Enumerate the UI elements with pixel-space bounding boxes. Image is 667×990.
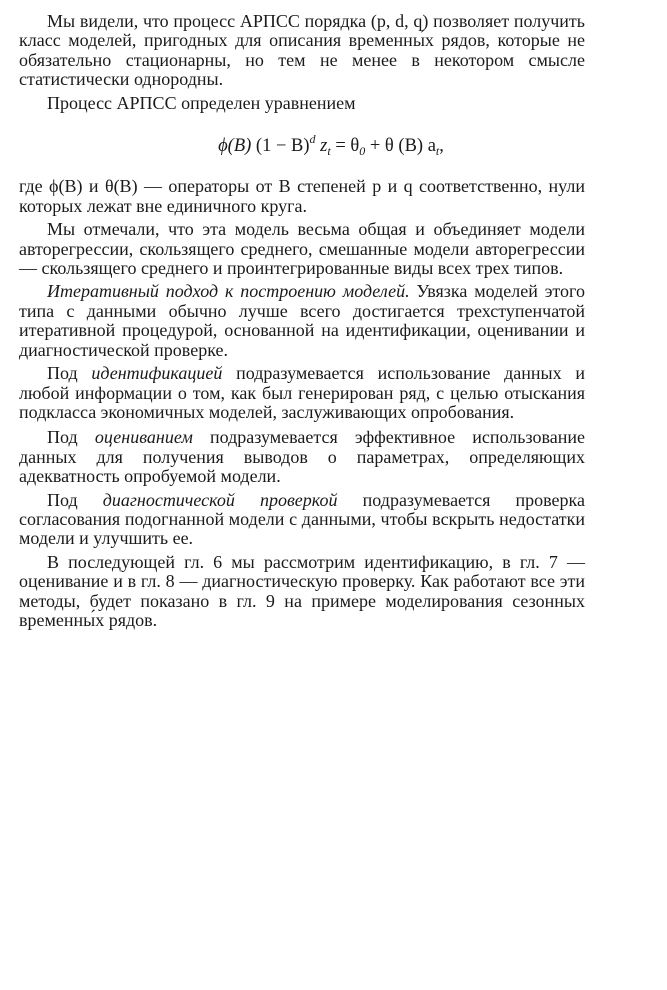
paragraph-model-generality: Мы отмечали, что эта модель весьма общая и объединяет модели авторегрессии, скользящего среднего, смешанные модели авторегрессии — скользящего среднего и проинтегрированные виды всех трех типов. bbox=[19, 219, 585, 279]
identification-text: подразумевается использование данных и любой информации о том, как был генерирован ряд, с целью отыскания подкласса экономичных моделей, заслуживающих опробования. bbox=[19, 363, 586, 422]
iterative-text: Увязка моделей этого типа с данными обычно лучше всего достигается трехступенчатой итеративной процедурой, основанной на идентификации, оценивании и диагностической проверке. bbox=[19, 281, 585, 360]
eq-d: d bbox=[309, 132, 316, 147]
paragraph-diagnostic bbox=[19, 491, 585, 549]
identification-term: идентификацией bbox=[91, 363, 223, 384]
identification-pre: Под bbox=[47, 363, 92, 384]
estimation-pre: Под bbox=[47, 427, 95, 448]
body-text bbox=[19, 12, 585, 630]
diagnostic-text: подразумевается проверка согласования подогнанной модели с данными, чтобы вскрыть недостатки модели и улучшить ее. bbox=[19, 489, 585, 549]
estimation-text: подразумевается эффективное использование данных для получения выводов о параметрах, определяющих адекватность опробуемой модели. bbox=[19, 427, 585, 487]
estimation-term: оцениванием bbox=[94, 427, 193, 448]
paragraph-identification bbox=[19, 364, 585, 422]
paragraph-operators: где ϕ(B) и θ(B) — операторы от B степеней p и q соответственно, нули которых лежат вне единичного круга. bbox=[19, 176, 585, 216]
paragraph-estimation bbox=[19, 428, 585, 486]
eq-phi: ϕ(B) bbox=[218, 136, 252, 157]
paragraph-iterative-approach bbox=[19, 282, 585, 360]
diagnostic-term: диагностической проверкой bbox=[102, 489, 338, 510]
diagnostic-pre: Под bbox=[47, 489, 103, 510]
paragraph-arima-intro: Мы видели, что процесс АРПСС порядка (p, d, q) позволяет получить класс моделей, пригодных для описания временны́х рядов, которые не обязательно стационарны, но тем не менее в некотором смысле статистически однородны. bbox=[19, 11, 585, 90]
paragraph-chapters: В последующей гл. 6 мы рассмотрим идентификацию, в гл. 7 — оценивание и в гл. 8 — диагностическую проверку. Как работают все эти методы, будет показано в гл. 9 на примере моделирования сезонных временны́х рядов. bbox=[19, 551, 585, 630]
eq-equals-theta: = θ bbox=[330, 136, 360, 157]
eq-a-sub: t bbox=[435, 144, 440, 159]
eq-comma: , bbox=[439, 136, 444, 157]
eq-theta-sub: 0 bbox=[359, 144, 366, 159]
iterative-heading: Итеративный подход к построению моделей. bbox=[47, 281, 410, 302]
eq-theta-a: + θ (B) a bbox=[365, 136, 436, 157]
eq-difference: (1 − B) bbox=[251, 136, 310, 157]
eq-z-sub: t bbox=[327, 144, 331, 159]
arima-equation bbox=[19, 130, 585, 161]
eq-z: z bbox=[315, 136, 328, 157]
paragraph-equation-lead: Процесс АРПСС определен уравнением bbox=[47, 92, 356, 113]
